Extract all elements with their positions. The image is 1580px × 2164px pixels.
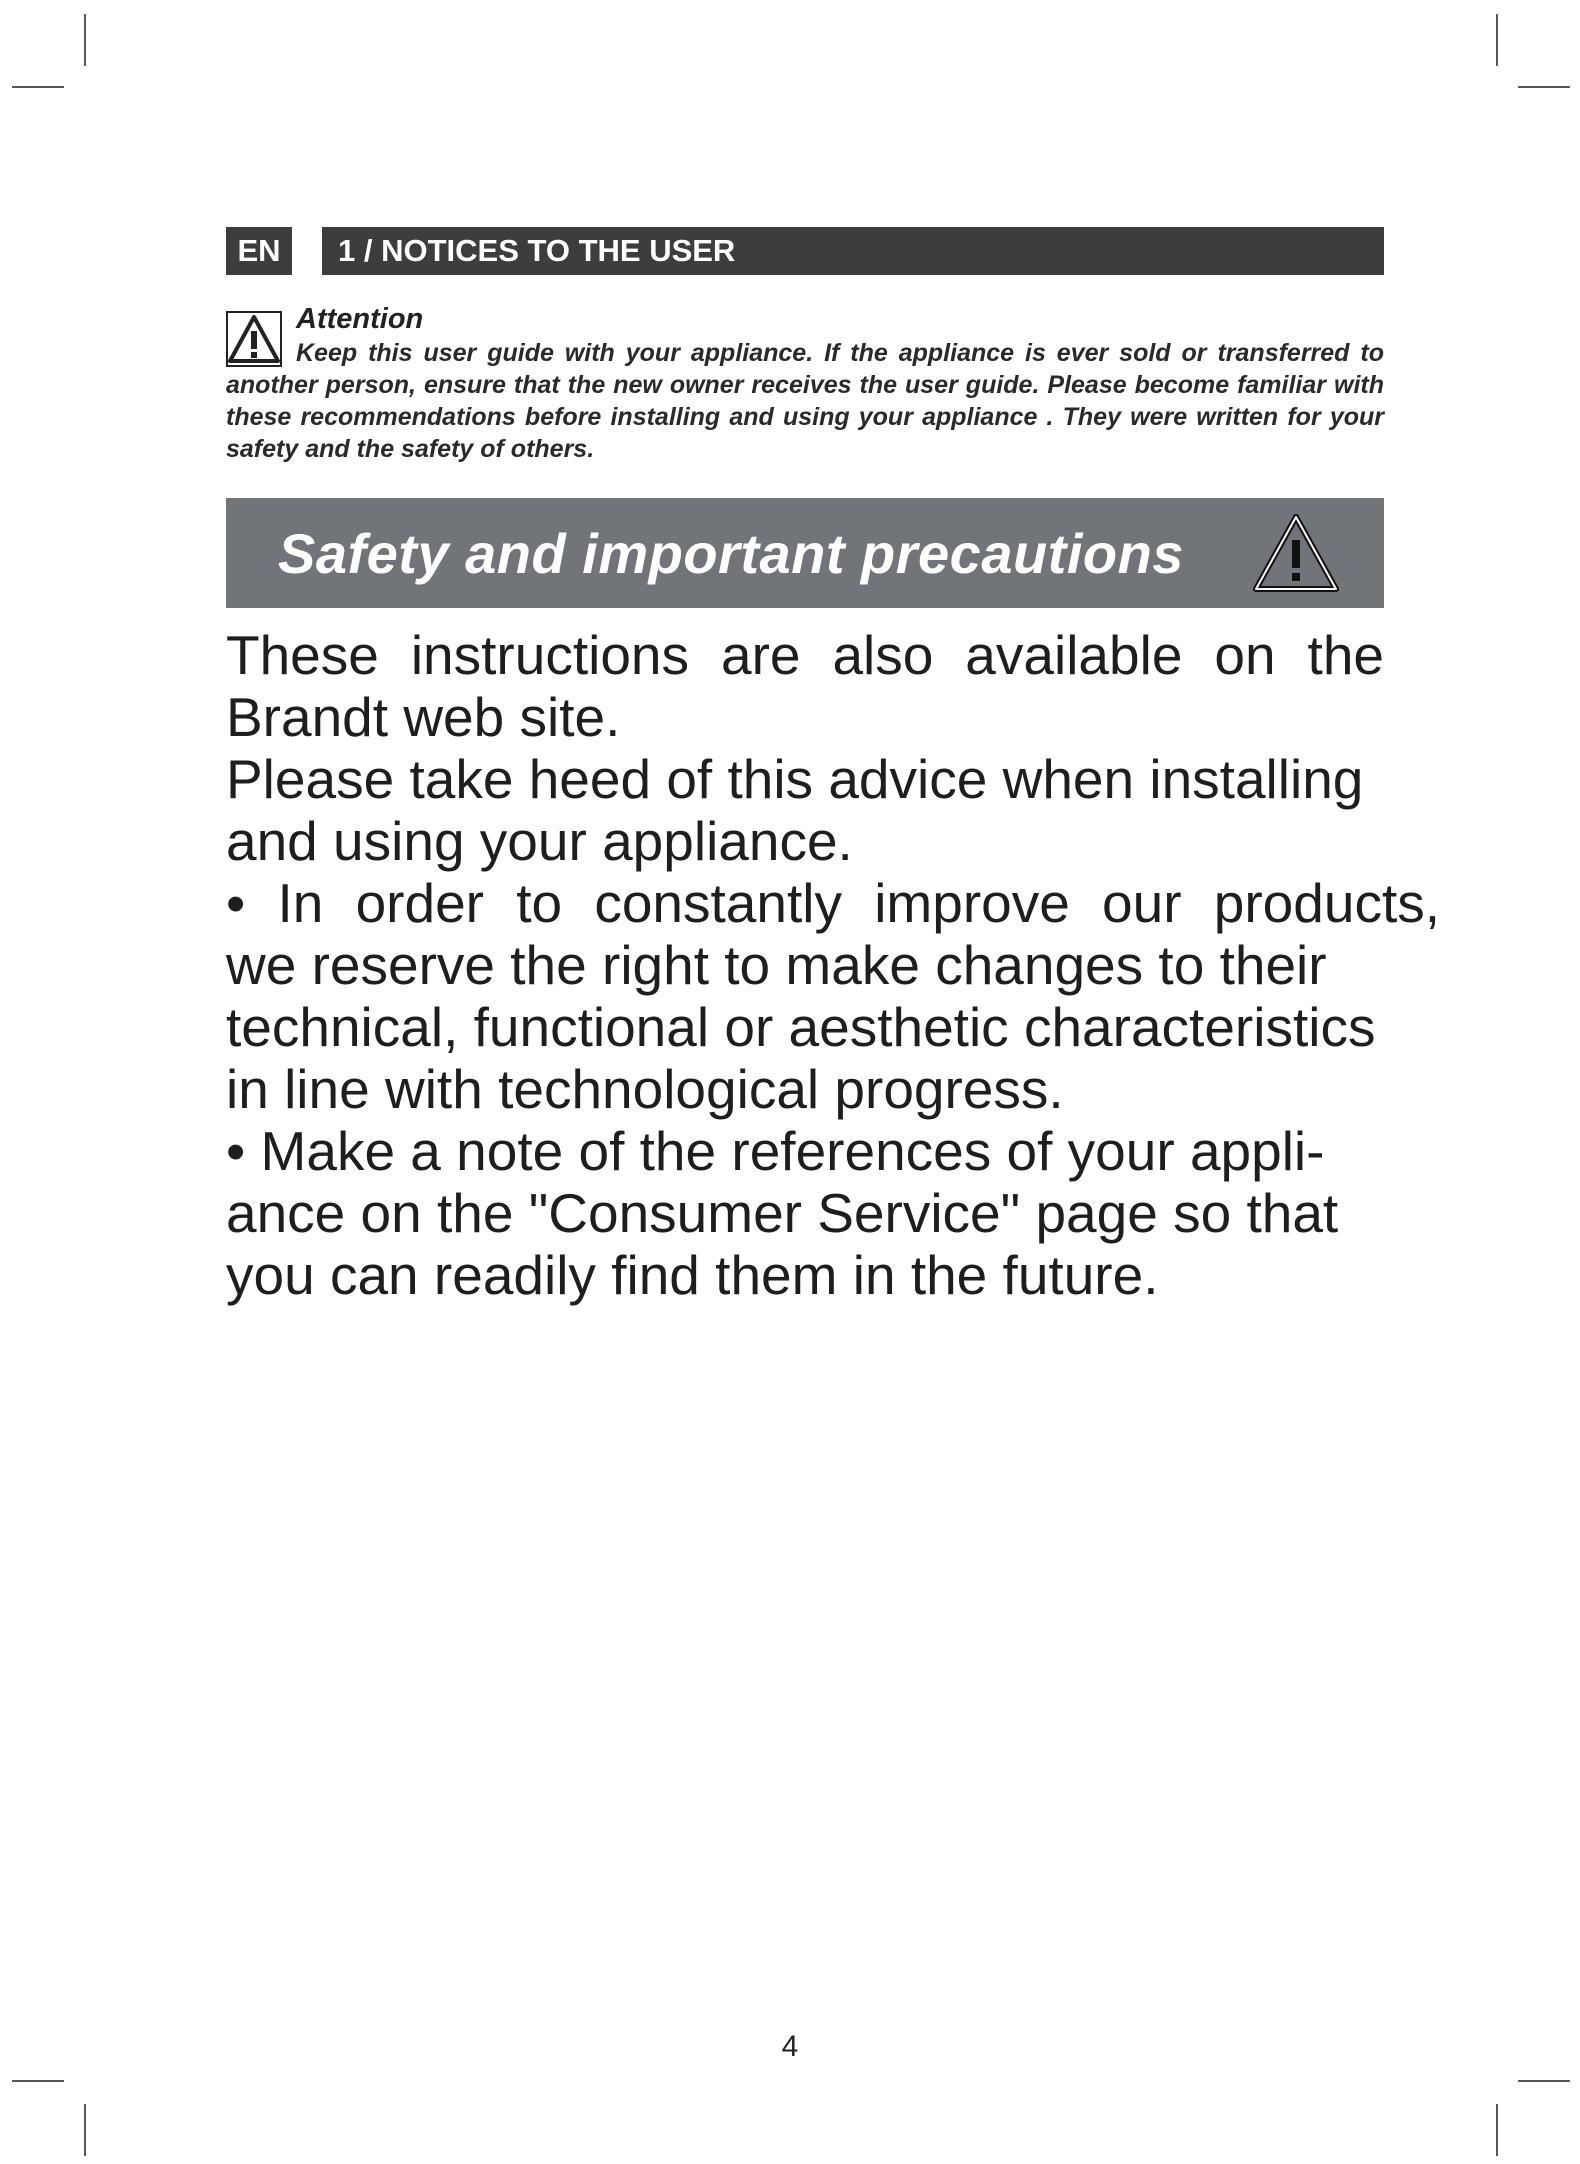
section-title: 1 / NOTICES TO THE USER [322,227,1384,275]
text-line: and using your appliance. [226,810,853,872]
safety-instructions [226,624,1440,1306]
crop-mark [84,2104,86,2156]
paragraph-availability [226,624,1384,686]
text-line: you can readily find them in the future. [226,1244,1159,1306]
crop-mark [12,2080,64,2082]
crop-mark [1496,14,1498,66]
crop-mark [1518,86,1570,88]
section-header [226,227,1384,275]
text-line: Brandt web site. [226,686,621,748]
crop-mark [1518,2080,1570,2082]
attention-text: Keep this user guide with your appliance. If the appliance is ever sold or transferred to another person, ensure that the new owner receives the user guide. Please become familiar with these recommendations before installing and using your appliance . They were written for your safety and the safety of others. [226,339,1384,463]
warning-icon [1252,512,1340,594]
precautions-title: Safety and important precautions [278,521,1184,585]
paragraph-advice [226,748,1440,872]
text-line: These instructions are also available on the [226,624,1384,686]
precautions-banner [226,498,1384,608]
text-line: ance on the "Consumer Service" page so that [226,1182,1339,1244]
text-line: • Make a note of the references of your appli- [226,1120,1325,1182]
bullet-consumer-service [226,1120,1440,1306]
text-line: technical, functional or aesthetic characteristics [226,996,1376,1058]
text-line: we reserve the right to make changes to their [226,934,1327,996]
text-line: • In order to constantly improve our products, [226,872,1440,934]
language-badge: EN [226,227,292,275]
text-line: Please take heed of this advice when installing [226,748,1364,810]
crop-mark [1496,2104,1498,2156]
bullet-product-improvement [226,872,1440,1120]
text-line: in line with technological progress. [226,1058,1064,1120]
paragraph-availability-end [226,686,1440,748]
crop-mark [84,14,86,66]
page-number: 4 [781,2030,799,2063]
attention-title: Attention [296,303,424,335]
crop-mark [12,86,64,88]
